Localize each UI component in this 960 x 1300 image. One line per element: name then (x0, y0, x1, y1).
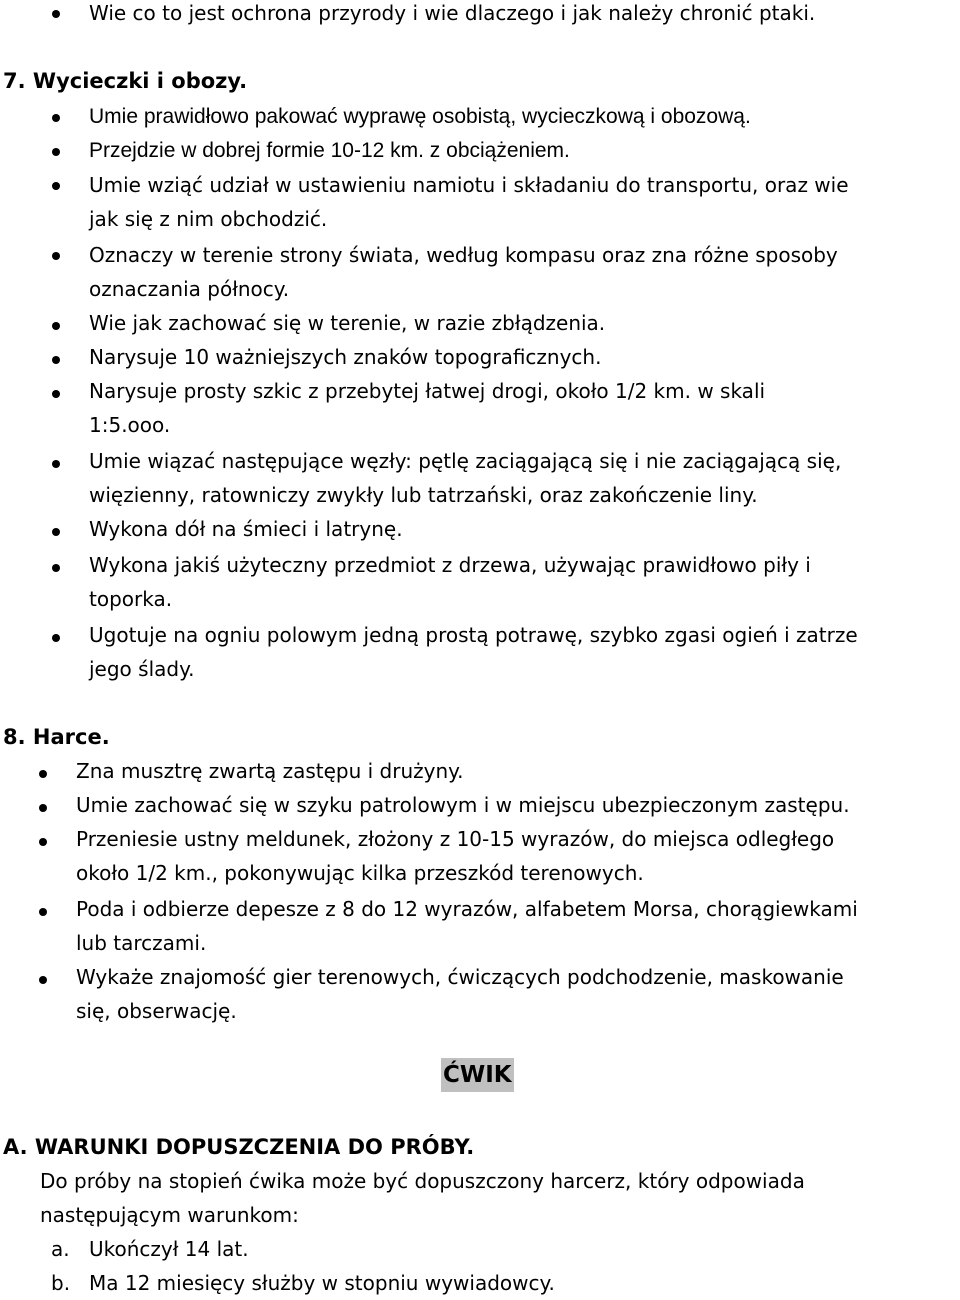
bullet-icon (39, 838, 47, 846)
section-heading-8: 8. Harce. (3, 725, 110, 749)
list-item: Umie wiązać następujące węzły: pętlę zaciągającą się i nie zaciągającą się, (89, 449, 842, 473)
bullet-icon (52, 634, 60, 642)
bullet-icon (52, 528, 60, 536)
list-item-continuation: 1:5.ooo. (89, 413, 171, 437)
condition-text: Ukończył 14 lat. (89, 1237, 249, 1261)
list-item-continuation: więzienny, ratowniczy zwykły lub tatrzański, oraz zakończenie liny. (89, 483, 758, 507)
bullet-icon (52, 252, 60, 260)
bullet-icon (52, 322, 60, 330)
list-item-continuation: oznaczania północy. (89, 277, 290, 301)
list-item-continuation: toporka. (89, 587, 173, 611)
bullet-icon (52, 564, 60, 572)
list-item: Poda i odbierze depesze z 8 do 12 wyrazów, alfabetem Morsa, chorągiewkami (76, 897, 858, 921)
intro-text-continuation: następującym warunkom: (40, 1203, 299, 1227)
list-item: Ugotuje na ogniu polowym jedną prostą potrawę, szybko zgasi ogień i zatrze (89, 623, 858, 647)
list-item-continuation: jego ślady. (89, 657, 195, 681)
list-item: Umie wziąć udział w ustawieniu namiotu i składaniu do transportu, oraz wie (89, 173, 849, 197)
bullet-icon (39, 908, 47, 916)
bullet-icon (52, 460, 60, 468)
condition-marker: b. (51, 1271, 71, 1295)
list-item: Wie jak zachować się w terenie, w razie zbłądzenia. (89, 311, 606, 335)
bullet-icon (52, 390, 60, 398)
list-item-continuation: około 1/2 km., pokonywując kilka przeszkód terenowych. (76, 861, 644, 885)
list-item: Umie zachować się w szyku patrolowym i w miejscu ubezpieczonym zastępu. (76, 793, 850, 817)
list-item: Zna musztrę zwartą zastępu i drużyny. (76, 759, 464, 783)
section-heading-7: 7. Wycieczki i obozy. (3, 69, 248, 93)
list-item: Wykona dół na śmieci i latrynę. (89, 517, 403, 541)
section-a-heading: A. WARUNKI DOPUSZCZENIA DO PRÓBY. (3, 1135, 475, 1159)
list-item: Narysuje 10 ważniejszych znaków topograficznych. (89, 345, 602, 369)
bullet-icon (39, 976, 47, 984)
list-item-continuation: lub tarczami. (76, 931, 207, 955)
list-item: Przejdzie w dobrej formie 10-12 km. z obciążeniem. (89, 139, 570, 162)
list-item-continuation: jak się z nim obchodzić. (89, 207, 328, 231)
list-item: Wie co to jest ochrona przyrody i wie dlaczego i jak należy chronić ptaki. (89, 1, 816, 25)
intro-text: Do próby na stopień ćwika może być dopuszczony harcerz, który odpowiada (40, 1169, 805, 1193)
list-item: Narysuje prosty szkic z przebytej łatwej drogi, około 1/2 km. w skali (89, 379, 766, 403)
list-item: Przeniesie ustny meldunek, złożony z 10-15 wyrazów, do miejsca odległego (76, 827, 835, 851)
list-item: Oznaczy w terenie strony świata, według kompasu oraz zna różne sposoby (89, 243, 838, 267)
bullet-icon (52, 10, 60, 18)
bullet-icon (39, 804, 47, 812)
condition-text: Ma 12 miesięcy służby w stopniu wywiadowcy. (89, 1271, 555, 1295)
bullet-icon (52, 114, 60, 122)
list-item: Wykona jakiś użyteczny przedmiot z drzewa, używając prawidłowo piły i (89, 553, 811, 577)
list-item: Wykaże znajomość gier terenowych, ćwiczących podchodzenie, maskowanie (76, 965, 844, 989)
list-item: Umie prawidłowo pakować wyprawę osobistą, wycieczkową i obozową. (89, 105, 751, 128)
bullet-icon (39, 770, 47, 778)
bullet-icon (52, 356, 60, 364)
bullet-icon (52, 148, 60, 156)
rank-title: ĆWIK (441, 1058, 514, 1092)
bullet-icon (52, 182, 60, 190)
condition-marker: a. (51, 1237, 70, 1261)
list-item-continuation: się, obserwację. (76, 999, 237, 1023)
